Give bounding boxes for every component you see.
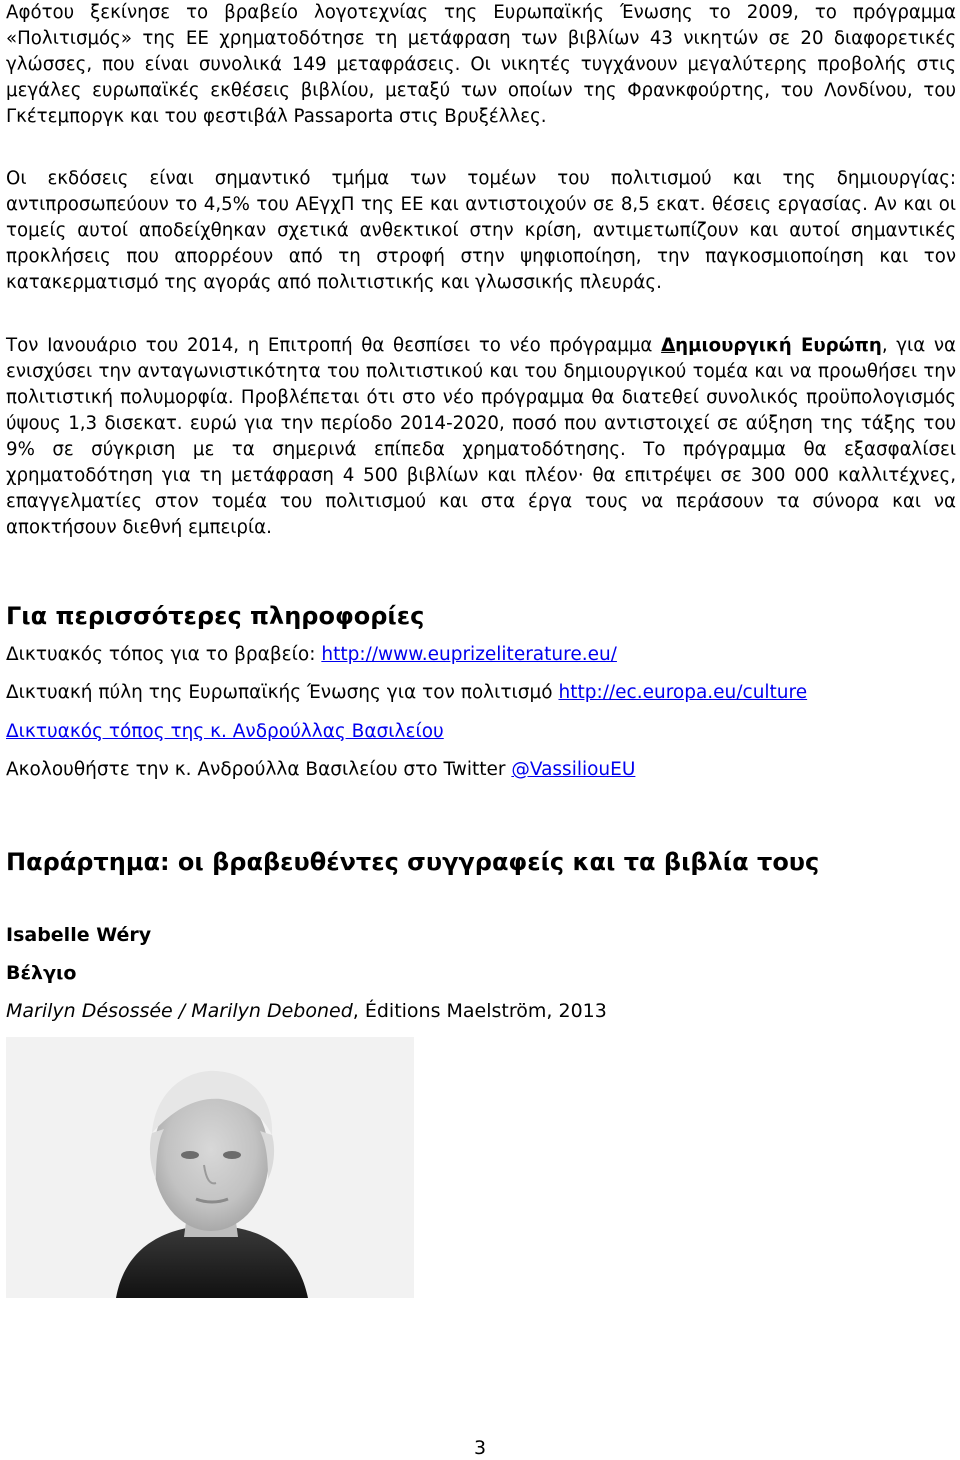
prize-website-link[interactable]: http://www.euprizeliterature.eu/ <box>321 644 617 665</box>
programme-name-initial: Δ <box>661 335 676 356</box>
book-details <box>6 998 607 1024</box>
paragraph-creative-europe-body: , για να ενισχύσει την ανταγωνιστικότητα του πολιτιστικού και του δημιουργικού τομέα και να προωθήσει την πολιτιστική πολυμορφία. Προβλέπεται ότι στο νέο πρόγραμμα θα διατεθεί συνολικός προϋπολογισμός ύψους 1,3 δισεκατ. ευρώ για την περίοδο 2014-2020, ποσό που αντιστοιχεί σε αύξηση της τάξης του 9% σε σύγκριση με τα σημερινά επίπεδα χρηματοδότησης. Το πρόγραμμα θα εξασφαλίσει χρηματοδότηση για τη μετάφραση 4 500 βιβλίων και πλέον· θα επιτρέψει σε 300 000 καλλιτέχνες, επαγγελματίες στον τομέα του πολιτισμού και στα έργα τους να περάσουν τα σύνορα και να αποκτήσουν διεθνή εμπειρία. <box>6 335 957 538</box>
culture-portal-link[interactable]: http://ec.europa.eu/culture <box>558 682 808 703</box>
twitter-label: Ακολουθήστε την κ. Ανδρούλλα Βασιλείου στο Twitter <box>6 759 512 780</box>
programme-name: ημιουργική Ευρώπη <box>675 335 882 356</box>
author-name: Isabelle Wéry <box>6 924 152 946</box>
paragraph-prize-history: Αφότου ξεκίνησε το βραβείο λογοτεχνίας της Ευρωπαϊκής Ένωσης το 2009, το πρόγραμμα «Πολιτισμός» της ΕΕ χρηματοδότησε τη μετάφραση των βιβλίων 43 νικητών σε 20 διαφορετικές γλώσσες, που είναι συνολικά 149 μεταφράσεις. Οι νικητές τυγχάνουν μεγαλύτερης προβολής στις μεγάλες ευρωπαϊκές εκθέσεις βιβλίου, μεταξύ των οποίων της Φρανκφούρτης, του Λονδίνου, του Γκέτεμποργκ και του φεστιβάλ Passaporta στις Βρυξέλλες. <box>6 2 956 127</box>
author-country: Βέλγιο <box>6 962 77 984</box>
paragraph-creative-europe-intro: Τον Ιανουάριο του 2014, η Επιτροπή θα θεσπίσει το νέο πρόγραμμα <box>6 335 662 356</box>
prize-website-line <box>6 642 617 668</box>
twitter-link[interactable]: @VassiliouEU <box>511 759 636 780</box>
author-photo <box>6 1037 414 1298</box>
prize-website-label: Δικτυακός τόπος για το βραβείο: <box>6 644 322 665</box>
more-info-heading: Για περισσότερες πληροφορίες <box>6 602 425 630</box>
commissioner-website-line <box>6 719 444 745</box>
twitter-line <box>6 757 635 783</box>
annex-heading: Παράρτημα: οι βραβευθέντες συγγραφείς και τα βιβλία τους <box>6 848 820 876</box>
culture-portal-line <box>6 680 807 706</box>
paragraph-creative-europe <box>6 333 956 541</box>
paragraph-publishing-sector: Οι εκδόσεις είναι σημαντικό τμήμα των τομέων του πολιτισμού και της δημιουργίας: αντιπροσωπεύουν το 4,5% του ΑΕγχΠ της ΕΕ και αντιστοιχούν σε 8,5 εκατ. θέσεις εργασίας. Αν και οι τομείς αυτοί αποδείχθηκαν σχετικά ανθεκτικοί στην κρίση, αντιμετωπίζουν και αυτοί σημαντικές προκλήσεις που απορρέουν από τη στροφή στην ψηφιοποίηση, την παγκοσμιοποίηση και τον κατακερματισμό της αγοράς από πολιτιστικής και γλωσσικής πλευράς. <box>6 168 956 293</box>
commissioner-website-link[interactable]: Δικτυακός τόπος της κ. Ανδρούλλας Βασιλείου <box>6 721 444 742</box>
culture-portal-label: Δικτυακή πύλη της Ευρωπαϊκής Ένωσης για τον πολιτισμό <box>6 682 559 703</box>
author-portrait-image <box>6 1037 414 1298</box>
book-title: Marilyn Désossée / Marilyn Deboned <box>6 1000 353 1022</box>
page-number: 3 <box>473 1437 487 1459</box>
book-publisher: , Éditions Maelström, 2013 <box>352 1000 607 1022</box>
